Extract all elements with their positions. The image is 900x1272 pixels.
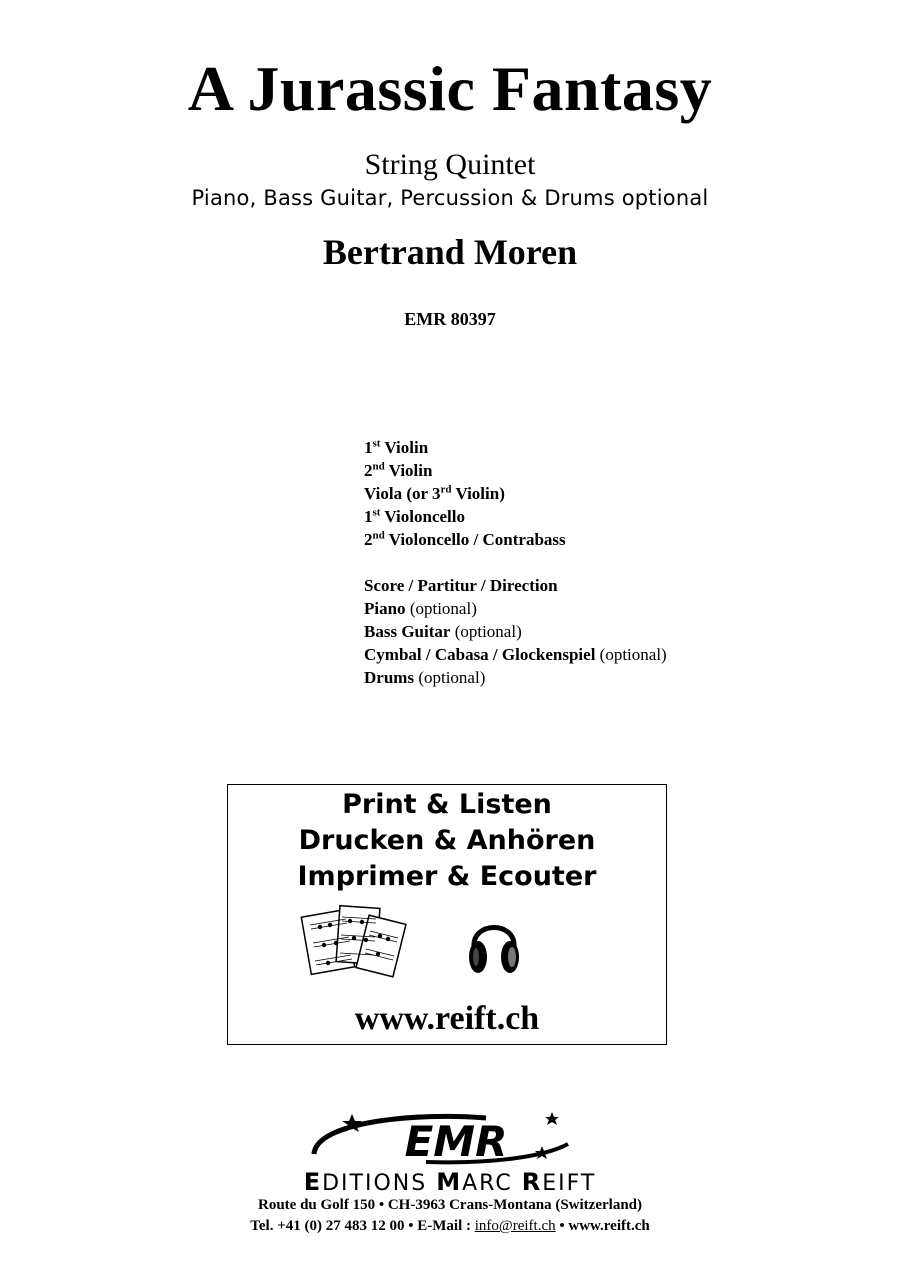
part-percussion: Cymbal / Cabasa / Glockenspiel (optional) xyxy=(364,645,667,664)
part-cello-2: 2nd Violoncello / Contrabass xyxy=(364,529,566,549)
publisher-contact: Tel. +41 (0) 27 483 12 00 • E-Mail : info@reift.ch • www.reift.ch xyxy=(250,1218,650,1234)
instrumentation: Piano, Bass Guitar, Percussion & Drums optional xyxy=(191,186,709,210)
part-drums: Drums (optional) xyxy=(364,668,486,687)
parts-list xyxy=(364,436,884,689)
emr-logo xyxy=(306,1108,606,1170)
email-link[interactable]: info@reift.ch xyxy=(474,1218,556,1234)
part-violin-1: 1st Violin xyxy=(364,437,429,457)
print-listen-box xyxy=(227,784,667,1045)
publisher-address: Route du Golf 150 • CH-3963 Crans-Montana (Switzerland) xyxy=(258,1197,642,1213)
part-violin-2: 2nd Violin xyxy=(364,460,433,480)
part-piano: Piano (optional) xyxy=(364,599,477,618)
catalog-number: EMR 80397 xyxy=(404,309,496,329)
part-viola: Viola (or 3rd Violin) xyxy=(364,483,505,503)
subtitle: String Quintet xyxy=(364,148,536,181)
promo-line-english: Print & Listen xyxy=(342,789,552,820)
page-title: A Jurassic Fantasy xyxy=(187,53,713,124)
publisher-name: EDITIONS MARC REIFT xyxy=(303,1168,597,1196)
part-cello-1: 1st Violoncello xyxy=(364,506,465,526)
website-link[interactable]: www.reift.ch xyxy=(354,1000,540,1037)
sheet-music-icon xyxy=(300,903,412,979)
part-score: Score / Partitur / Direction xyxy=(364,576,558,595)
part-bass-guitar: Bass Guitar (optional) xyxy=(364,622,522,641)
headphones-icon xyxy=(466,907,522,979)
promo-line-french: Imprimer & Ecouter xyxy=(297,861,597,892)
logo-text: EMR xyxy=(404,1117,508,1166)
composer-name: Bertrand Moren xyxy=(322,232,578,272)
promo-line-german: Drucken & Anhören xyxy=(298,825,596,856)
